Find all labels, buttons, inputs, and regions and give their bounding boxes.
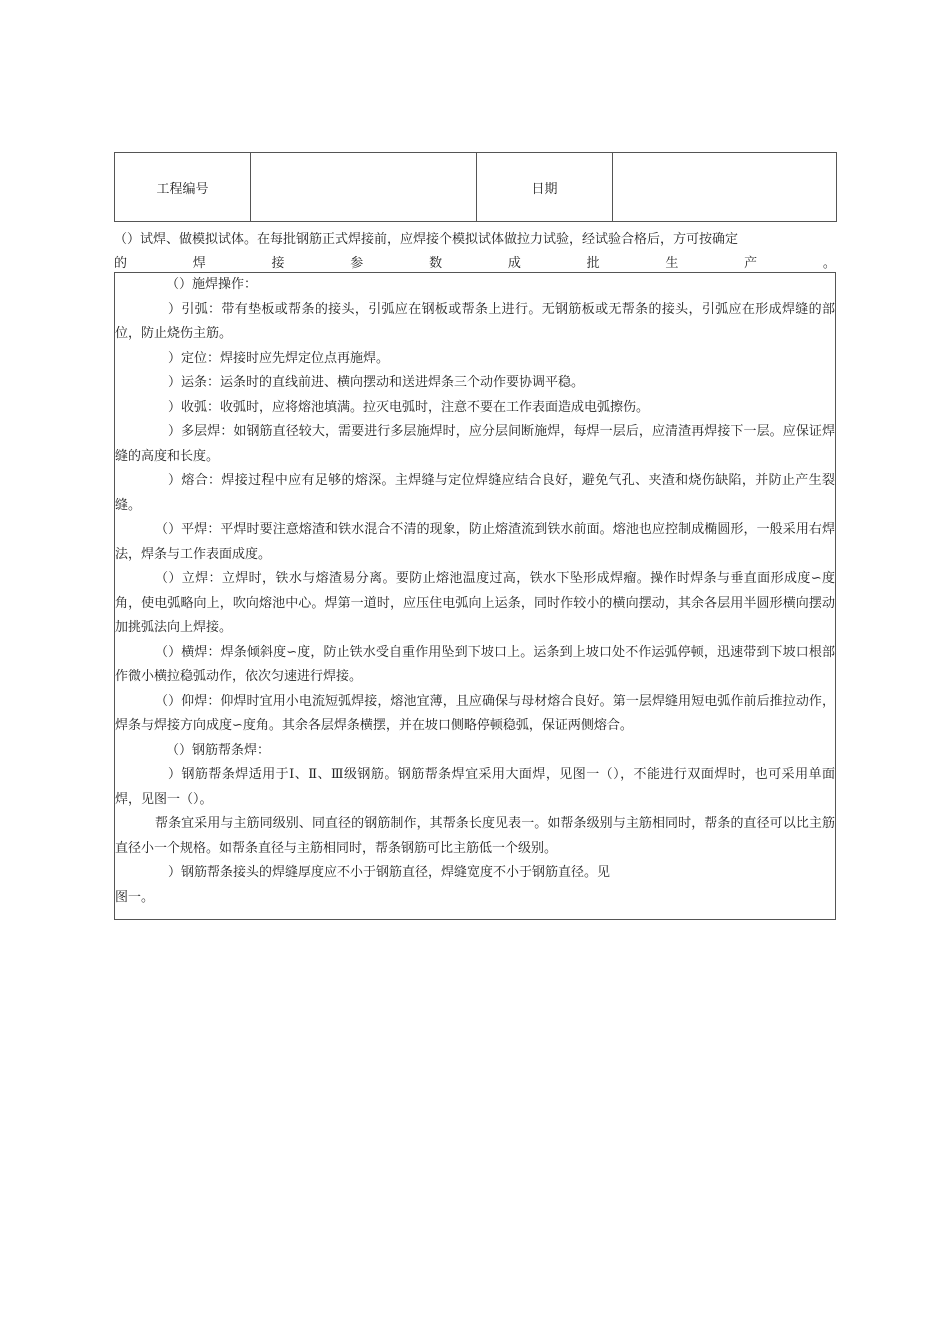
intro-char: 的 [114,256,128,271]
section-heading-welding: （）施焊操作： [166,277,258,292]
intro-char: 。 [822,256,836,271]
paragraph-multilayer: ）多层焊：如钢筋直径较大，需要进行多层施焊时，应分层间断施焊，每焊一层后，应清渣再焊接下一层。应保证焊缝的高度和长度。 [115,424,835,464]
intro-char: 成 [507,256,521,271]
intro-char: 批 [586,256,600,271]
paragraph-overhead-weld: （）仰焊：仰焊时宜用小电流短弧焊接，熔池宜薄，且应确保与母材熔合良好。第一层焊缝用短电弧作前后推拉动作，焊条与焊接方向成度∽度角。其余各层焊条横摆，并在坡口侧略停顿稳弧，保证两侧熔合。 [115,693,835,733]
paragraph-splice-figure-ref: 图一。 [115,889,155,905]
intro-char: 焊 [192,256,206,271]
intro-char: 生 [665,256,679,271]
header-table [114,152,837,222]
section-heading-splice: （）钢筋帮条焊： [166,742,271,758]
intro-line-1: （）试焊、做模拟试体。在每批钢筋正式焊接前，应焊接个模拟试体做拉力试验，经试验合格后，方可按确定 [114,232,739,247]
paragraph-horizontal-weld: （）横焊：焊条倾斜度∽度，防止铁水受自重作用坠到下坡口上。运条到上坡口处不作运弧停顿，迅速带到下坡口根部作微小横拉稳弧动作，依次匀速进行焊接。 [115,644,835,684]
project-no-value [251,153,477,222]
paragraph-vertical-weld: （）立焊：立焊时，铁水与熔渣易分离。要防止熔池温度过高，铁水下坠形成焊瘤。操作时焊条与垂直面形成度∽度角，使电弧略向上，吹向熔池中心。焊第一道时，应压住电弧向上运条，同时作较小的横向摆动，其余各层用半圆形横向摆动加挑弧法向上焊接。 [115,571,835,635]
paragraph-splice-thickness: ）钢筋帮条接头的焊缝厚度应不小于钢筋直径，焊缝宽度不小于钢筋直径。见 [168,865,611,880]
welding-procedure-box [114,272,836,920]
intro-section [114,228,836,276]
intro-char: 接 [271,256,285,271]
paragraph-fusion: ）熔合：焊接过程中应有足够的熔深。主焊缝与定位焊缝应结合良好，避免气孔、夹渣和烧伤缺陷，并防止产生裂缝。 [115,473,835,513]
intro-char: 数 [429,256,443,271]
paragraph-splice-use: ）钢筋帮条焊适用于Ⅰ、Ⅱ、Ⅲ级钢筋。钢筋帮条焊宜采用大面焊，见图一（），不能进行双面焊时，也可采用单面焊，见图一（）。 [115,767,835,807]
intro-char: 参 [350,256,364,271]
date-value [613,153,837,222]
paragraph-splice-material: 帮条宜采用与主筋同级别、同直径的钢筋制作，其帮条长度见表一。如帮条级别与主筋相同时，帮条的直径可以比主筋直径小一个规格。如帮条直径与主筋相同时，帮条钢筋可比主筋低一个级别。 [115,816,835,856]
header-row [115,153,837,222]
paragraph-bead: ）运条：运条时的直线前进、横向摆动和送进焊条三个动作要协调平稳。 [168,375,585,390]
paragraph-arc-end: ）收弧：收弧时，应将熔池填满。拉灭电弧时，注意不要在工作表面造成电弧擦伤。 [168,399,650,415]
paragraph-positioning: ）定位：焊接时应先焊定位点再施焊。 [168,350,390,366]
paragraph-flat-weld: （）平焊：平焊时要注意熔渣和铁水混合不清的现象，防止熔渣流到铁水前面。熔池也应控制成椭圆形，一般采用右焊法，焊条与工作表面成度。 [115,522,835,562]
intro-char: 产 [744,256,758,271]
paragraph-arc-start: ）引弧：带有垫板或帮条的接头，引弧应在钢板或帮条上进行。无钢筋板或无帮条的接头，引弧应在形成焊缝的部位，防止烧伤主筋。 [115,301,835,341]
project-no-label: 工程编号 [115,153,251,222]
date-label: 日期 [477,153,613,222]
